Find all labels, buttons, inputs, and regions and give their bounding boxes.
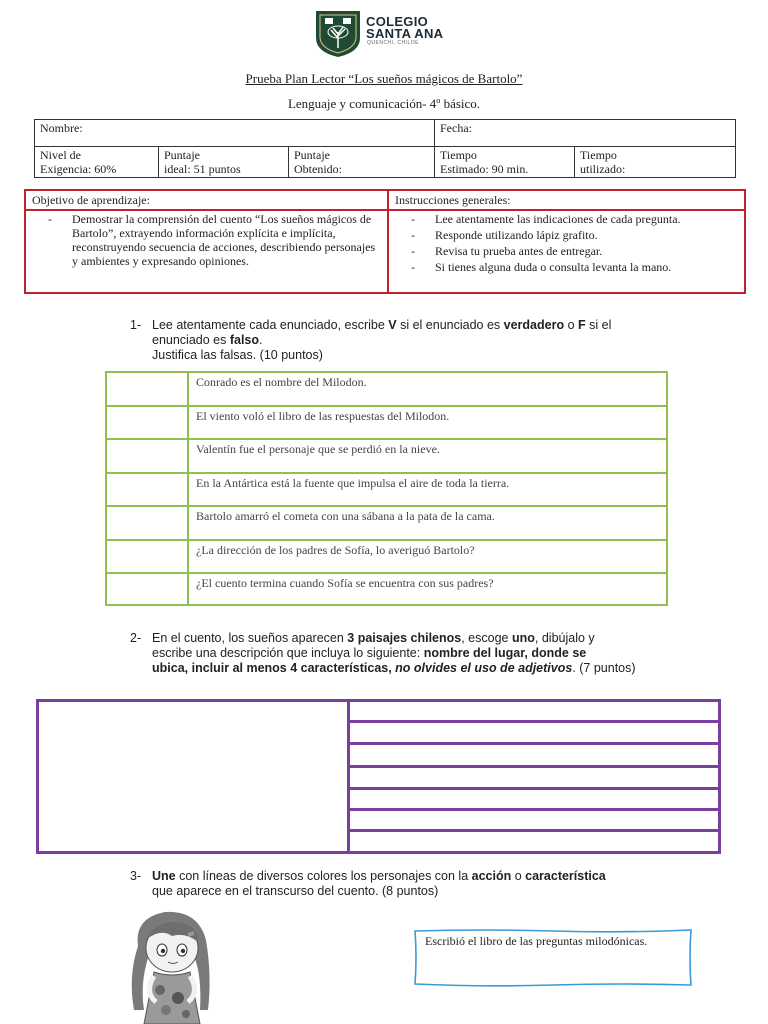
table-row[interactable]: Bartolo amarró el cometa con una sábana a la pata de la cama. [107,507,666,541]
page-subtitle: Lenguaje y comunicación- 4º básico. [287,96,481,111]
instruction-item: - Si tienes alguna duda o consulta levanta la mano. [389,260,744,274]
objective-heading: Objetivo de aprendizaje: [26,191,387,211]
objective-item: - Demostrar la comprensión del cuento “Los sueños mágicos de Bartolo”, extrayendo información explícita e implícita, reconstruyendo secuencia de acciones, describiendo personajes y ambientes y expresando opiniones. [26,212,387,268]
puntaje-obtenido-cell[interactable]: Puntaje Obtenido: [289,147,435,178]
nivel-cell: Nivel de Exigencia: 60% [35,147,159,178]
date-cell[interactable]: Fecha: [435,120,736,147]
girl-character-image [120,906,230,1024]
instructions-box [389,189,746,294]
tiempo-utilizado-cell[interactable]: Tiempo utilizado: [575,147,736,178]
question-2: 2- En el cuento, los sueños aparecen 3 paisajes chilenos, escoge uno, dibújalo y escribe una descripción que incluya lo siguiente: nombre del lugar, donde se ubica, incluir al menos 4 características, no olvides el uso de adjetivos. (7 puntos) [130,631,636,675]
table-row[interactable]: Valentín fue el personaje que se perdió en la nieve. [107,440,666,474]
question-1-line1: Lee atentamente cada enunciado, escribe V si el enunciado es verdadero o F si el [152,318,612,332]
question-number: 3- [130,869,142,883]
page-title: Prueba Plan Lector “Los sueños mágicos de Bartolo” [245,71,523,86]
question-number: 2- [130,631,142,645]
drawing-box [36,699,721,854]
logo-line2: SANTA ANA [366,26,444,41]
question-1-line2: enunciado es falso. [152,333,263,347]
question-number: 1- [130,318,142,332]
logo-line1: COLEGIO [366,14,429,29]
table-row[interactable]: ¿La dirección de los padres de Sofía, lo averiguó Bartolo? [107,541,666,575]
instruction-item: - Lee atentamente las indicaciones de cada pregunta. [389,212,744,226]
puntaje-ideal-cell: Puntaje ideal: 51 puntos [159,147,289,178]
school-logo [313,8,363,58]
instructions-list [389,212,744,274]
action-box-text: Escribió el libro de las preguntas milodónicas. [425,934,648,948]
name-cell[interactable]: Nombre: [35,120,435,147]
action-box[interactable] [413,928,693,988]
instruction-item: - Revisa tu prueba antes de entregar. [389,244,744,258]
tiempo-estimado-cell: Tiempo Estimado: 90 min. [435,147,575,178]
info-table [34,119,736,178]
instruction-item: - Responde utilizando lápiz grafito. [389,228,744,242]
table-row[interactable]: El viento voló el libro de las respuestas del Milodon. [107,407,666,441]
logo-line3: QUENCHI, CHILOÉ [367,40,419,46]
table-row[interactable]: En la Antártica está la fuente que impulsa el aire de toda la tierra. [107,474,666,508]
drawing-area[interactable] [39,702,347,851]
objective-box [24,189,389,294]
question-3: 3- Une con líneas de diversos colores los personajes con la acción o característica que aparece en el transcurso del cuento. (8 puntos) [130,869,606,898]
objective-list [26,212,387,268]
true-false-table [105,371,668,606]
table-row[interactable]: Conrado es el nombre del Milodon. [107,373,666,407]
question-1 [130,318,690,368]
table-row[interactable]: ¿El cuento termina cuando Sofía se encuentra con sus padres? [196,576,494,590]
instructions-heading: Instrucciones generales: [389,191,744,211]
question-1-line3: Justifica las falsas. (10 puntos) [152,348,323,362]
